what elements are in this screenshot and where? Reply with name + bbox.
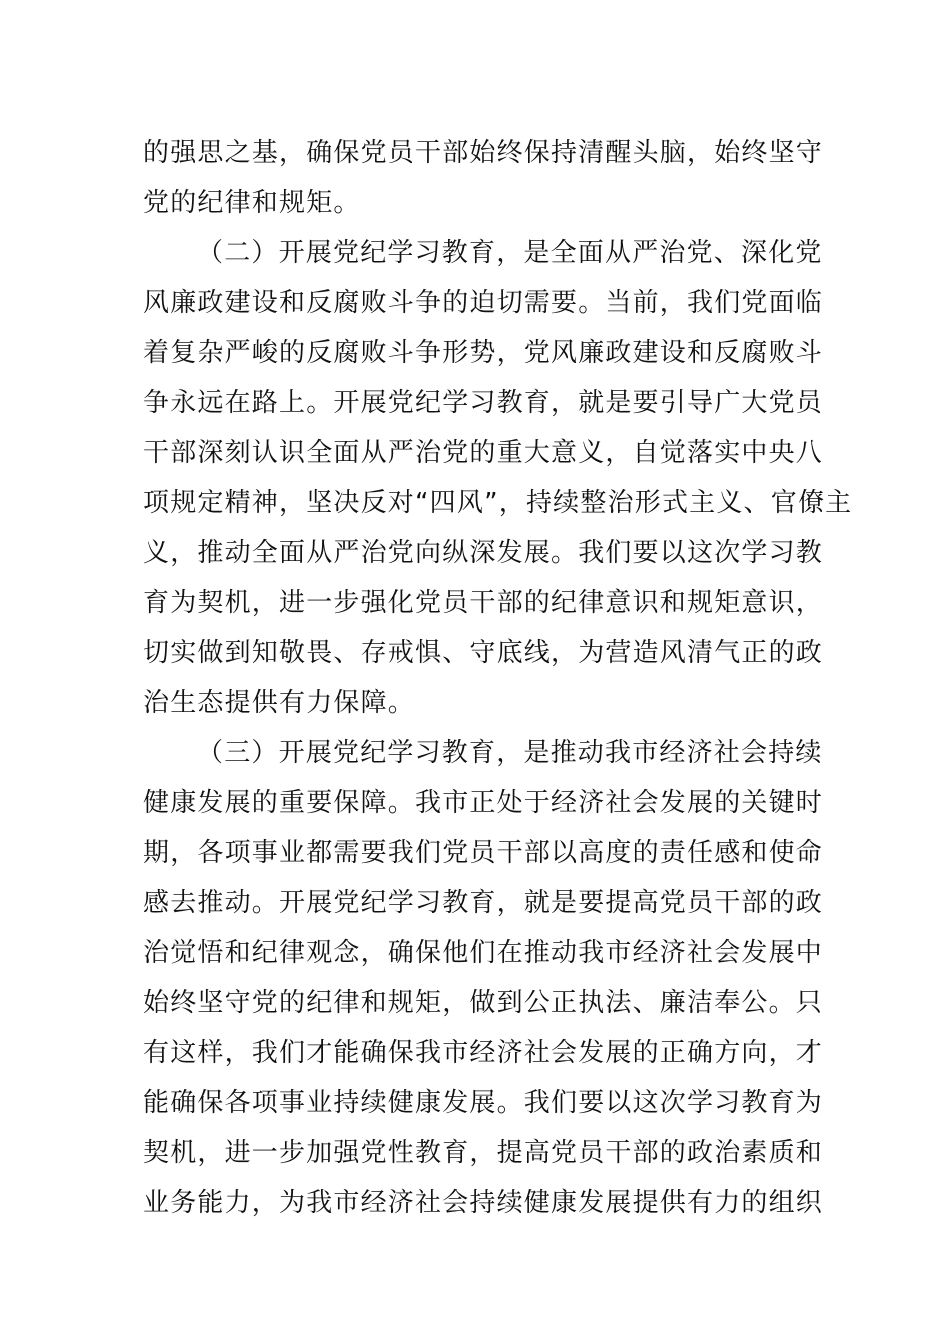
section-heading-line: （三）开展党纪学习教育，是推动我市经济社会持续 [197,738,823,768]
paragraph-line: 期，各项事业都需要我们党员干部以高度的责任感和使命 [143,838,824,868]
paragraph-line: 感去推动。开展党纪学习教育，就是要提高党员干部的政 [143,888,824,918]
document-body [143,128,853,1228]
paragraph-line: 治生态提供有力保障。 [143,688,416,718]
paragraph-line: 党的纪律和规矩。 [143,188,361,218]
paragraph-line: 项规定精神，坚决反对“四风”，持续整治形式主义、官僚主 [143,488,853,518]
paragraph-line: 风廉政建设和反腐败斗争的迫切需要。当前，我们党面临 [143,288,824,318]
paragraph-line: 始终坚守党的纪律和规矩，做到公正执法、廉洁奉公。只 [143,988,824,1018]
paragraph-line: 争永远在路上。开展党纪学习教育，就是要引导广大党员 [143,388,824,418]
paragraph-line: 育为契机，进一步强化党员干部的纪律意识和规矩意识， [143,588,824,618]
paragraph-line: 业务能力，为我市经济社会持续健康发展提供有力的组织 [143,1188,824,1218]
paragraph-line: 健康发展的重要保障。我市正处于经济社会发展的关键时 [143,788,824,818]
paragraph-line: 切实做到知敬畏、存戒惧、守底线，为营造风清气正的政 [143,638,824,668]
paragraph-line: 治觉悟和纪律观念，确保他们在推动我市经济社会发展中 [143,938,824,968]
paragraph-line: 干部深刻认识全面从严治党的重大意义，自觉落实中央八 [143,438,824,468]
paragraph-line: 的强思之基，确保党员干部始终保持清醒头脑，始终坚守 [143,138,824,168]
paragraph-line: 能确保各项事业持续健康发展。我们要以这次学习教育为 [143,1088,824,1118]
paragraph-line: 义，推动全面从严治党向纵深发展。我们要以这次学习教 [143,538,824,568]
section-heading-line: （二）开展党纪学习教育，是全面从严治党、深化党 [197,238,823,268]
paragraph-line: 契机，进一步加强党性教育，提高党员干部的政治素质和 [143,1138,824,1168]
paragraph-line: 有这样，我们才能确保我市经济社会发展的正确方向，才 [143,1038,824,1068]
paragraph-line: 着复杂严峻的反腐败斗争形势，党风廉政建设和反腐败斗 [143,338,824,368]
